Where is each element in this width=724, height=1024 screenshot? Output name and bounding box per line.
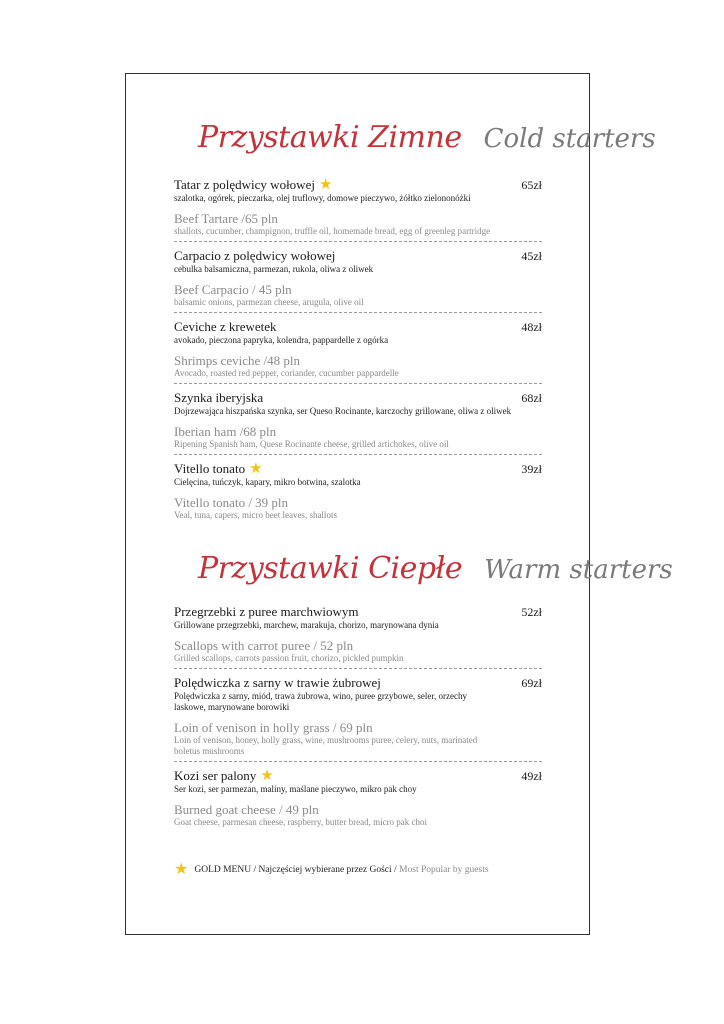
dish-description-en: shallots, cucumber, champignon, truffle oil, homemade bread, egg of greenleg partridge bbox=[174, 226, 491, 236]
legend-en: Most Popular by guests bbox=[399, 865, 489, 875]
dish-description: cebulka balsamiczna, parmezan, rukola, oliwa z oliwek bbox=[174, 264, 374, 274]
dish-description: szalotka, ogórek, pieczarka, olej truflowy, domowe pieczywo, żółtko zielononóżki bbox=[174, 193, 471, 203]
dish-name-en: Beef Tartare /65 pln bbox=[174, 211, 278, 226]
section-title-en: Cold starters bbox=[483, 124, 656, 154]
dish-name: Kozi ser palony bbox=[174, 768, 257, 783]
dish-description: Polędwiczka z sarny, miód, trawa żubrowa, wino, puree grzybowe, seler, orzechy laskowe, marynowane borowiki bbox=[174, 691, 467, 712]
dish-description-en: Ripening Spanish ham, Quese Rocinante cheese, grilled artichokes, olive oil bbox=[174, 439, 449, 449]
dish-price: 48zł bbox=[521, 320, 542, 334]
menu-item bbox=[174, 761, 542, 832]
dish-price: 39zł bbox=[521, 462, 542, 476]
menu-item bbox=[174, 604, 542, 668]
dish-price: 65zł bbox=[521, 178, 542, 192]
menu-item bbox=[174, 241, 542, 312]
dish-name: Carpacio z polędwicy wołowej bbox=[174, 248, 336, 263]
dish-description-en: Veal, tuna, capers, micro beet leaves, shallots bbox=[174, 510, 337, 520]
menu-item bbox=[174, 668, 542, 761]
section-cold-starters bbox=[174, 177, 542, 525]
section-title-cold bbox=[198, 120, 656, 155]
dish-name-en: Burned goat cheese / 49 pln bbox=[174, 802, 319, 817]
dish-description-en: Loin of venison, honey, holly grass, wine, mushrooms puree, celery, nuts, marinated boletus mushrooms bbox=[174, 735, 478, 756]
dish-description: avokado, pieczona papryka, kolendra, pappardelle z ogórka bbox=[174, 335, 389, 345]
section-title-warm bbox=[198, 551, 673, 586]
dish-name-en: Shrimps ceviche /48 pln bbox=[174, 353, 301, 368]
dish-price: 68zł bbox=[521, 391, 542, 405]
dish-name: Przegrzebki z puree marchwiowym bbox=[174, 604, 359, 619]
dish-description-en: Grilled scallops, carrots passion fruit, chorizo, pickled pumpkin bbox=[174, 653, 404, 663]
legend-pl: Najczęściej wybierane przez Gości / bbox=[258, 865, 397, 875]
dish-price: 69zł bbox=[521, 676, 542, 690]
legend bbox=[174, 861, 489, 878]
section-warm-starters bbox=[174, 604, 542, 832]
dish-name: Tatar z polędwicy wołowej bbox=[174, 177, 315, 192]
star-icon: ★ bbox=[318, 177, 333, 193]
dish-name-en: Loin of venison in holly grass / 69 pln bbox=[174, 720, 373, 735]
menu-item bbox=[174, 454, 542, 525]
dish-description: Dojrzewająca hiszpańska szynka, ser Queso Rocinante, karczochy grillowane, oliwa z oliwek bbox=[174, 406, 512, 416]
menu-page bbox=[125, 73, 673, 935]
section-title-pl: Przystawki Zimne bbox=[198, 120, 462, 155]
legend-gold-menu: GOLD MENU / bbox=[194, 865, 257, 875]
dish-description-en: balsamic onions, parmezan cheese, arugula, olive oil bbox=[174, 297, 364, 307]
dish-price: 45zł bbox=[521, 249, 542, 263]
dish-price: 52zł bbox=[521, 605, 542, 619]
dish-description: Ser kozi, ser parmezan, maliny, maślane pieczywo, mikro pak choy bbox=[174, 784, 417, 794]
menu-item bbox=[174, 177, 542, 241]
dish-name: Ceviche z krewetek bbox=[174, 319, 277, 334]
menu-item bbox=[174, 383, 542, 454]
dish-description-en: Goat cheese, parmesan cheese, raspberry, butter bread, micro pak choi bbox=[174, 817, 428, 827]
dish-name: Szynka iberyjska bbox=[174, 390, 264, 405]
dish-price: 49zł bbox=[521, 769, 542, 783]
section-title-pl: Przystawki Ciepłe bbox=[198, 551, 463, 586]
section-title-en: Warm starters bbox=[484, 555, 673, 585]
dish-name-en: Iberian ham /68 pln bbox=[174, 424, 277, 439]
menu-item bbox=[174, 312, 542, 383]
dish-name-en: Scallops with carrot puree / 52 pln bbox=[174, 638, 354, 653]
star-icon: ★ bbox=[174, 861, 189, 878]
dish-name: Polędwiczka z sarny w trawie żubrowej bbox=[174, 675, 381, 690]
star-icon: ★ bbox=[249, 461, 263, 477]
dish-name-en: Beef Carpacio / 45 pln bbox=[174, 282, 292, 297]
dish-description: Cielęcina, tuńczyk, kapary, mikro botwina, szalotka bbox=[174, 477, 361, 487]
dish-description-en: Avocado, roasted red pepper, coriander, cucumber pappardelle bbox=[174, 368, 399, 378]
dish-name-en: Vitello tonato / 39 pln bbox=[174, 495, 289, 510]
dish-name: Vitello tonato bbox=[174, 461, 246, 476]
dish-description: Grillowane przegrzebki, marchew, marakuja, chorizo, marynowana dynia bbox=[174, 620, 439, 630]
star-icon: ★ bbox=[260, 768, 274, 784]
